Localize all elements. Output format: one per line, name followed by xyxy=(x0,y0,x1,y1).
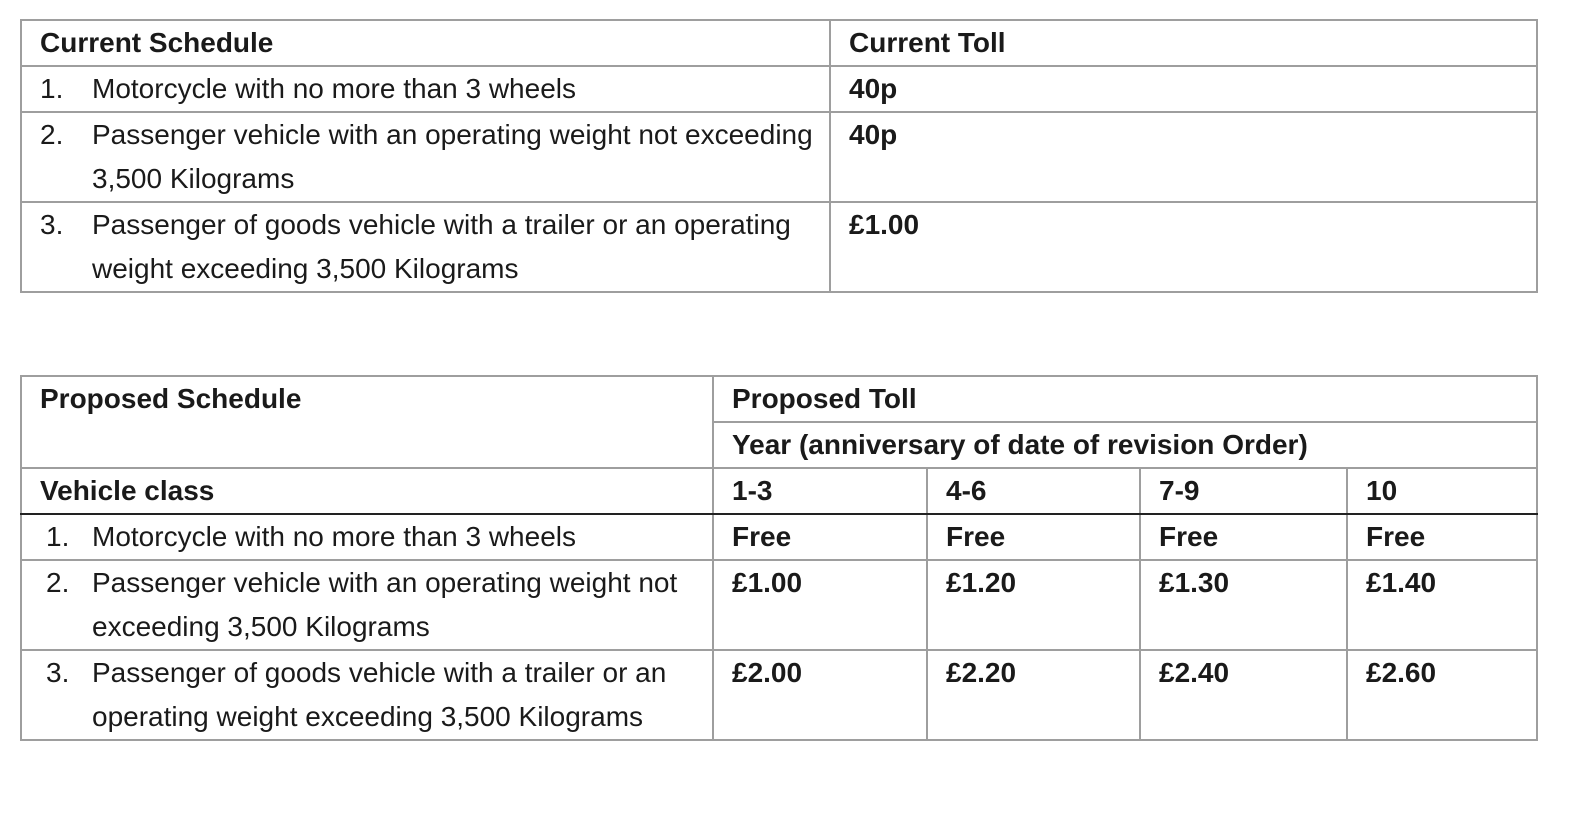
table-header-row xyxy=(21,376,1537,422)
toll-value: £2.60 xyxy=(1347,650,1537,740)
toll-value: £2.00 xyxy=(713,650,927,740)
item-number: 2. xyxy=(46,567,70,598)
table-row xyxy=(21,112,1537,202)
year-band-header: 1-3 xyxy=(713,468,927,514)
toll-value: Free xyxy=(1140,514,1347,560)
item-number: 1. xyxy=(40,73,64,104)
table-row xyxy=(21,202,1537,292)
vehicle-class-cell xyxy=(21,650,713,740)
table-row xyxy=(21,66,1537,112)
table-row xyxy=(21,514,1537,560)
vehicle-description: Passenger vehicle with an operating weight not exceeding 3,500 Kilograms xyxy=(92,119,813,194)
current-schedule-header: Current Schedule xyxy=(21,20,830,66)
proposed-toll-header: Proposed Toll xyxy=(713,376,1537,422)
item-number: 3. xyxy=(40,209,64,240)
toll-value: £1.30 xyxy=(1140,560,1347,650)
toll-value: Free xyxy=(1347,514,1537,560)
vehicle-class-cell xyxy=(21,560,713,650)
vehicle-description: Passenger of goods vehicle with a trailer or an operating weight exceeding 3,500 Kilograms xyxy=(92,209,791,284)
toll-value: £1.00 xyxy=(713,560,927,650)
vehicle-description: Motorcycle with no more than 3 wheels xyxy=(92,73,576,104)
year-band-header: 10 xyxy=(1347,468,1537,514)
toll-value: £2.20 xyxy=(927,650,1140,740)
item-number: 1. xyxy=(46,521,70,552)
item-number: 3. xyxy=(46,657,70,688)
current-toll-header: Current Toll xyxy=(830,20,1537,66)
vehicle-class-cell xyxy=(21,66,830,112)
current-schedule-table xyxy=(20,19,1538,293)
toll-value: Free xyxy=(927,514,1140,560)
table-row xyxy=(21,650,1537,740)
vehicle-class-cell xyxy=(21,202,830,292)
toll-value: £1.40 xyxy=(1347,560,1537,650)
table-header-row xyxy=(21,468,1537,514)
year-header: Year (anniversary of date of revision Order) xyxy=(713,422,1537,468)
vehicle-description: Motorcycle with no more than 3 wheels xyxy=(92,521,576,552)
table-row xyxy=(21,560,1537,650)
vehicle-description: Passenger of goods vehicle with a trailer or an operating weight exceeding 3,500 Kilograms xyxy=(92,657,667,732)
toll-value: £1.00 xyxy=(830,202,1537,292)
year-band-header: 4-6 xyxy=(927,468,1140,514)
item-number: 2. xyxy=(40,119,64,150)
table-header-row xyxy=(21,20,1537,66)
proposed-schedule-table xyxy=(20,375,1538,741)
toll-value: £1.20 xyxy=(927,560,1140,650)
toll-value: Free xyxy=(713,514,927,560)
toll-value: 40p xyxy=(830,112,1537,202)
toll-value: £2.40 xyxy=(1140,650,1347,740)
year-band-header: 7-9 xyxy=(1140,468,1347,514)
vehicle-class-header: Vehicle class xyxy=(21,468,713,514)
vehicle-description: Passenger vehicle with an operating weight not exceeding 3,500 Kilograms xyxy=(92,567,678,642)
vehicle-class-cell xyxy=(21,112,830,202)
proposed-schedule-header: Proposed Schedule xyxy=(21,376,713,468)
toll-value: 40p xyxy=(830,66,1537,112)
vehicle-class-cell xyxy=(21,514,713,560)
